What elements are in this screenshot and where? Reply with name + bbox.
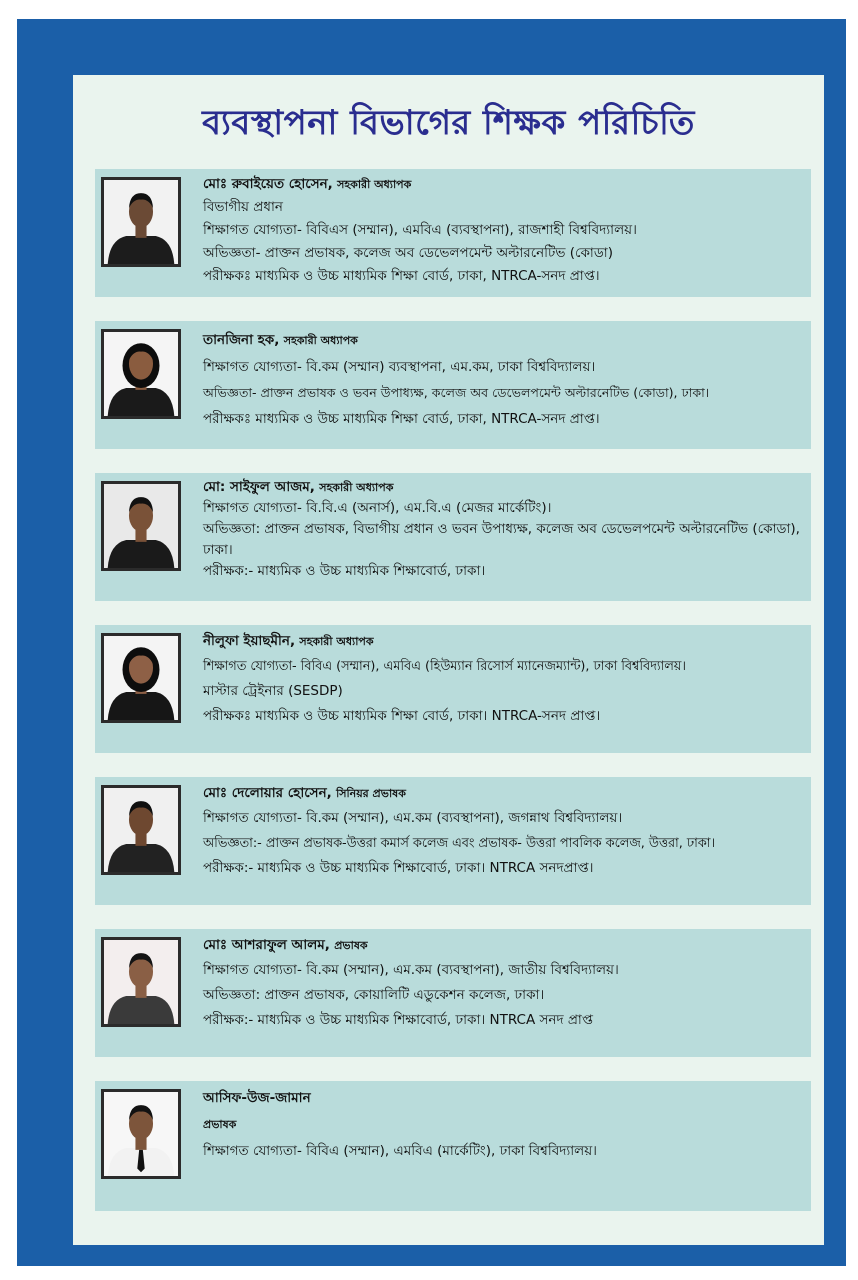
teacher-photo xyxy=(101,481,181,571)
teacher-detail: শিক্ষাগত যোগ্যতা- বি.বি.এ (অনার্স), এম.বি.এ (মেজর মার্কেটিং)। xyxy=(203,500,552,516)
teacher-detail: পরীক্ষকঃ মাধ্যমিক ও উচ্চ মাধ্যমিক শিক্ষা বোর্ড, ঢাকা, NTRCA-সনদ প্রাপ্ত। xyxy=(203,411,600,427)
teacher-detail: শিক্ষাগত যোগ্যতা- বিবিএ (সম্মান), এমবিএ (মার্কেটিং), ঢাকা বিশ্ববিদ্যালয়। xyxy=(203,1143,598,1159)
teacher-detail: পরীক্ষকঃ মাধ্যমিক ও উচ্চ মাধ্যমিক শিক্ষা বোর্ড, ঢাকা, NTRCA-সনদ প্রাপ্ত। xyxy=(203,268,600,284)
teacher-name: তানজিনা হক, xyxy=(203,332,280,348)
teacher-name: আসিফ-উজ-জামান xyxy=(203,1090,311,1106)
teacher-detail: অভিজ্ঞতা- প্রাক্তন প্রভাষক, কলেজ অব ডেভেলপমেন্ট অল্টারনেটিভ (কোডা) xyxy=(203,245,613,261)
teacher-info xyxy=(203,173,805,288)
teacher-info xyxy=(203,629,805,729)
teacher-detail: অভিজ্ঞতা- প্রাক্তন প্রভাষক ও ভবন উপাধ্যক্ষ, কলেজ অব ডেভেলপমেন্ট অল্টারনেটিভ (কোডা), ঢাকা। xyxy=(203,385,710,400)
teacher-info xyxy=(203,1085,805,1164)
teacher-detail: শিক্ষাগত যোগ্যতা- বি.কম (সম্মান) ব্যবস্থাপনা, এম.কম, ঢাকা বিশ্ববিদ্যালয়। xyxy=(203,359,596,375)
teacher-detail: অভিজ্ঞতা:- প্রাক্তন প্রভাষক-উত্তরা কমার্স কলেজ এবং প্রভাষক- উত্তরা পাবলিক কলেজ, উত্তরা, ঢাকা। xyxy=(203,836,716,851)
portrait-image xyxy=(104,788,178,872)
teacher-photo xyxy=(101,785,181,875)
poster-panel xyxy=(73,75,824,1245)
teacher-info xyxy=(203,933,805,1033)
teacher-card xyxy=(95,1081,811,1211)
outer-frame xyxy=(17,19,846,1266)
teacher-card xyxy=(95,777,811,905)
portrait-image xyxy=(104,940,178,1024)
teacher-card xyxy=(95,929,811,1057)
teacher-designation: সহকারী অধ্যাপক xyxy=(319,481,394,494)
teacher-detail: শিক্ষাগত যোগ্যতা- বিবিএ (সম্মান), এমবিএ (হিউম্যান রিসোর্স ম্যানেজম্যান্ট), ঢাকা বিশ্ববিদ্যালয়। xyxy=(203,659,686,674)
teacher-name: মোঃ আশরাফুল আলম, xyxy=(203,937,330,953)
teacher-detail: অভিজ্ঞতা: প্রাক্তন প্রভাষক, কোয়ালিটি এডুকেশন কলেজ, ঢাকা। xyxy=(203,987,545,1003)
teacher-name: মোঃ রুবাইয়েত হোসেন, xyxy=(203,176,333,192)
teacher-designation: সহকারী অধ্যাপক xyxy=(337,178,412,191)
teacher-detail: পরীক্ষকঃ মাধ্যমিক ও উচ্চ মাধ্যমিক শিক্ষা বোর্ড, ঢাকা। NTRCA-সনদ প্রাপ্ত। xyxy=(203,708,601,724)
teacher-name: নীলুফা ইয়াছমীন, xyxy=(203,633,296,649)
page-title: ব্যবস্থাপনা বিভাগের শিক্ষক পরিচিতি xyxy=(202,103,695,143)
portrait-image xyxy=(104,1092,178,1176)
teacher-detail: পরীক্ষক:- মাধ্যমিক ও উচ্চ মাধ্যমিক শিক্ষাবোর্ড, ঢাকা। NTRCA সনদপ্রাপ্ত। xyxy=(203,860,594,876)
teacher-detail: শিক্ষাগত যোগ্যতা- বি.কম (সম্মান), এম.কম (ব্যবস্থাপনা), জগন্নাথ বিশ্ববিদ্যালয়। xyxy=(203,810,623,826)
teacher-name: মো: সাইফুল আজম, xyxy=(203,479,315,495)
teacher-photo xyxy=(101,937,181,1027)
teacher-designation: সিনিয়র প্রভাষক xyxy=(336,787,406,800)
teacher-detail: মাস্টার ট্রেইনার (SESDP) xyxy=(203,683,343,699)
teacher-info xyxy=(203,781,805,881)
teacher-card xyxy=(95,169,811,297)
teacher-photo xyxy=(101,329,181,419)
teacher-photo xyxy=(101,177,181,267)
teacher-detail: পরীক্ষক:- মাধ্যমিক ও উচ্চ মাধ্যমিক শিক্ষাবোর্ড, ঢাকা। xyxy=(203,563,486,579)
portrait-image xyxy=(104,332,178,416)
teacher-card xyxy=(95,625,811,753)
teacher-card xyxy=(95,473,811,601)
teacher-detail: অভিজ্ঞতা: প্রাক্তন প্রভাষক, বিভাগীয় প্রধান ও ভবন উপাধ্যক্ষ, কলেজ অব ডেভেলপমেন্ট অল্টারনেটিভ (কোডা), ঢাকা। xyxy=(203,521,800,558)
teacher-info xyxy=(203,477,805,582)
teacher-photo xyxy=(101,1089,181,1179)
teacher-designation: সহকারী অধ্যাপক xyxy=(299,635,374,648)
teacher-designation: সহকারী অধ্যাপক xyxy=(283,334,358,347)
portrait-image xyxy=(104,636,178,720)
teacher-detail: বিভাগীয় প্রধান xyxy=(203,199,283,215)
teacher-designation: প্রভাষক xyxy=(203,1118,237,1131)
portrait-image xyxy=(104,484,178,568)
teacher-info xyxy=(203,327,805,432)
teacher-card xyxy=(95,321,811,449)
teacher-photo xyxy=(101,633,181,723)
teacher-designation: প্রভাষক xyxy=(334,939,368,952)
teacher-detail: পরীক্ষক:- মাধ্যমিক ও উচ্চ মাধ্যমিক শিক্ষাবোর্ড, ঢাকা। NTRCA সনদ প্রাপ্ত xyxy=(203,1012,593,1028)
teacher-name: মোঃ দেলোয়ার হোসেন, xyxy=(203,785,332,801)
teacher-detail: শিক্ষাগত যোগ্যতা- বি.কম (সম্মান), এম.কম (ব্যবস্থাপনা), জাতীয় বিশ্ববিদ্যালয়। xyxy=(203,962,619,978)
teacher-detail: শিক্ষাগত যোগ্যতা- বিবিএস (সম্মান), এমবিএ (ব্যবস্থাপনা), রাজশাহী বিশ্ববিদ্যালয়। xyxy=(203,222,637,238)
portrait-image xyxy=(104,180,178,264)
